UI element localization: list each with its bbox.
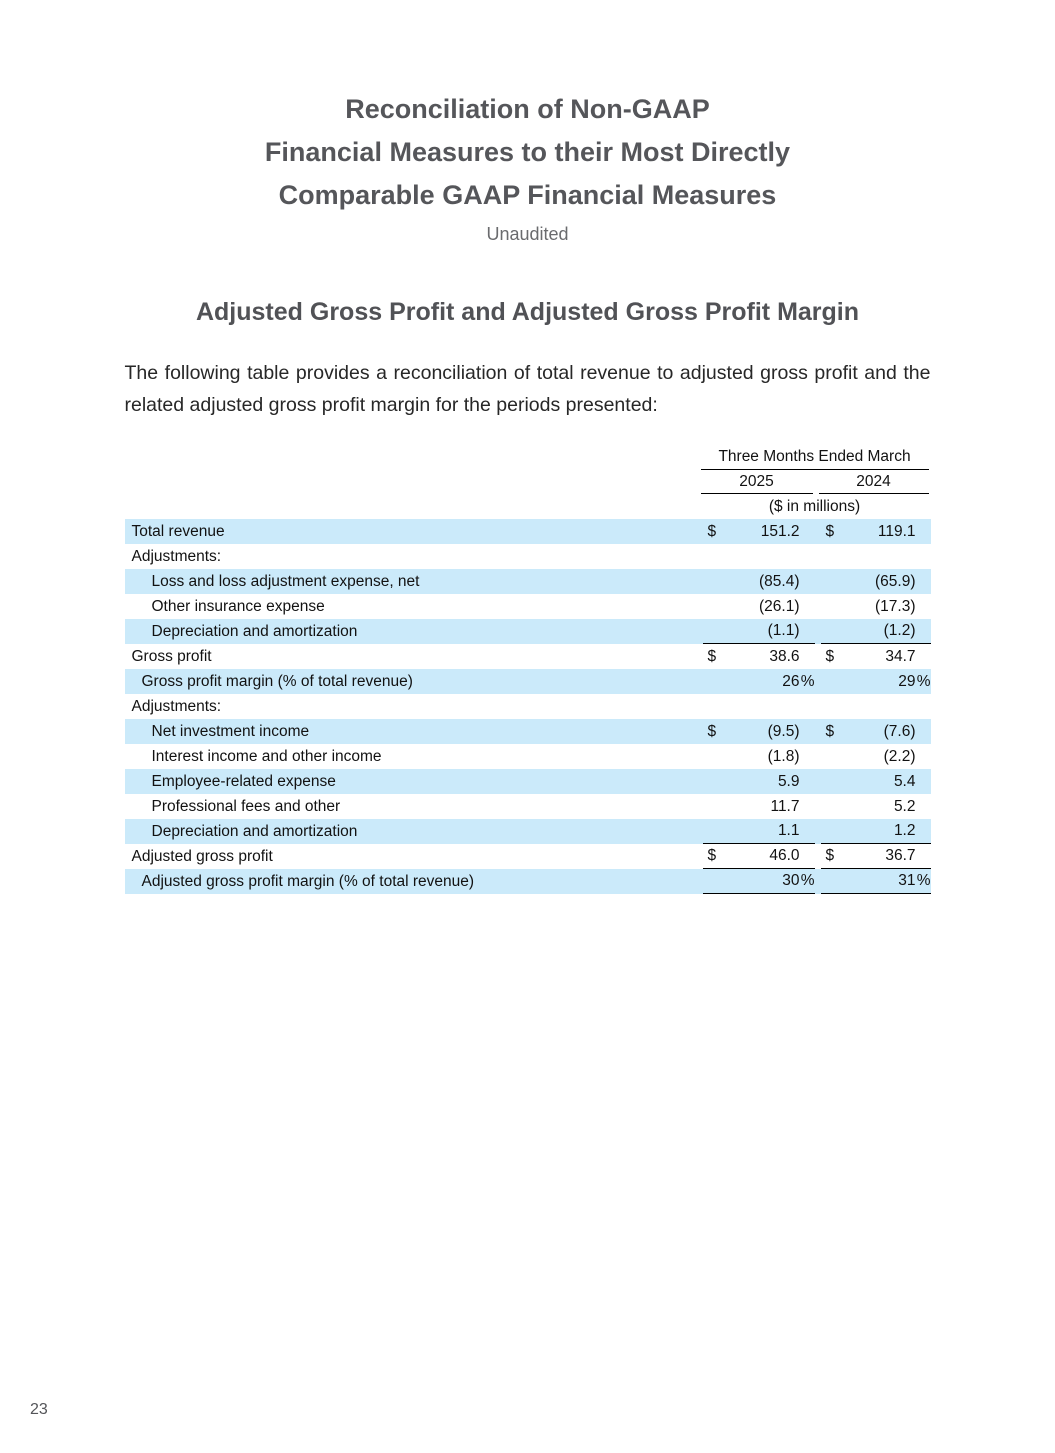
currency-symbol: $	[707, 522, 717, 540]
row-label: Professional fees and other	[151, 797, 341, 815]
table-row	[125, 844, 931, 869]
value-cell-1	[703, 844, 815, 869]
row-label: Adjusted gross profit	[131, 847, 273, 865]
value-cell-2	[821, 519, 931, 544]
year-column-2024: 2024	[819, 471, 929, 494]
value-cell-1	[703, 619, 815, 644]
row-label: Total revenue	[131, 522, 225, 540]
page-number: 23	[30, 1401, 48, 1418]
value-cell-2	[821, 644, 931, 669]
value-cell-2	[821, 594, 931, 619]
value-cell-2	[821, 669, 931, 694]
unaudited-label: Unaudited	[486, 224, 569, 244]
currency-symbol: $	[707, 647, 717, 665]
currency-symbol: $	[707, 847, 717, 864]
row-label: Interest income and other income	[151, 747, 382, 765]
year-header-row	[701, 470, 929, 494]
value: 5.4	[893, 772, 916, 790]
document-title-line-3: Comparable GAAP Financial Measures	[278, 180, 777, 210]
value: (85.4)	[759, 572, 800, 590]
value-cell-1	[703, 794, 815, 819]
value-cell-2	[821, 844, 931, 869]
currency-symbol: $	[825, 722, 835, 740]
value: (17.3)	[875, 597, 916, 615]
value: (1.1)	[767, 622, 800, 639]
row-label: Other insurance expense	[151, 597, 325, 615]
value: 1.1	[777, 822, 800, 839]
value: 119.1	[877, 522, 916, 540]
row-label: Adjustments:	[131, 697, 222, 715]
value-cell-2	[821, 744, 931, 769]
value: 5.2	[893, 797, 916, 815]
currency-symbol: $	[707, 722, 717, 740]
currency-symbol: $	[825, 847, 835, 864]
table-rows	[125, 519, 931, 894]
value: (1.2)	[883, 622, 916, 639]
row-label: Depreciation and amortization	[151, 622, 358, 640]
intro-paragraph: The following table provides a reconciliation of total revenue to adjusted gross profit and the related adjusted gross profit margin for the periods presented:	[124, 362, 931, 416]
value: 34.7	[885, 647, 916, 665]
row-label: Loss and loss adjustment expense, net	[151, 572, 420, 590]
table-row	[125, 519, 931, 544]
value-cell-2	[821, 569, 931, 594]
value: 46.0	[769, 847, 800, 864]
value-cell-1	[703, 669, 815, 694]
value-cell-1	[703, 819, 815, 844]
value-cell-2	[821, 869, 931, 894]
units-note: ($ in millions)	[768, 498, 861, 515]
value-cell-1	[703, 519, 815, 544]
value: 5.9	[777, 772, 800, 790]
value-cell-1	[703, 719, 815, 744]
year-column-2025: 2025	[701, 471, 813, 494]
percent-sign: %	[800, 872, 815, 889]
value-cell-2	[821, 619, 931, 644]
value-cell-1	[703, 569, 815, 594]
table-header	[701, 446, 929, 519]
value-cell-1	[703, 694, 815, 719]
table-row	[125, 719, 931, 744]
table-row	[125, 819, 931, 844]
value: 11.7	[770, 797, 800, 815]
value-cell-1	[703, 544, 815, 569]
value-cell-1	[703, 594, 815, 619]
value: 36.7	[885, 847, 916, 864]
table-row	[125, 544, 931, 569]
row-label: Employee-related expense	[151, 772, 336, 790]
row-label: Depreciation and amortization	[151, 822, 358, 840]
period-header: Three Months Ended March	[701, 446, 929, 470]
currency-symbol: $	[825, 522, 835, 540]
table-row	[125, 569, 931, 594]
percent-sign: %	[916, 872, 931, 889]
value-cell-2	[821, 819, 931, 844]
value: 26	[782, 672, 800, 690]
percent-sign: %	[800, 672, 815, 690]
value: (65.9)	[875, 572, 916, 590]
value-cell-1	[703, 869, 815, 894]
value-cell-2	[821, 794, 931, 819]
row-label: Adjustments:	[131, 547, 222, 565]
percent-sign: %	[916, 672, 931, 690]
row-label: Adjusted gross profit margin (% of total revenue)	[141, 872, 475, 890]
table-row	[125, 594, 931, 619]
table-row	[125, 744, 931, 769]
value-cell-2	[821, 694, 931, 719]
value: 31	[898, 872, 916, 889]
value: 151.2	[760, 522, 800, 540]
value: 29	[898, 672, 916, 690]
table-row	[125, 694, 931, 719]
value: 30	[782, 872, 800, 889]
value-cell-2	[821, 719, 931, 744]
value: 38.6	[769, 647, 800, 665]
value: (26.1)	[759, 597, 800, 615]
value-cell-1	[703, 769, 815, 794]
table-row	[125, 869, 931, 894]
document-title-line-1: Reconciliation of Non-GAAP	[345, 94, 710, 124]
currency-symbol: $	[825, 647, 835, 665]
value-cell-1	[703, 644, 815, 669]
value-cell-1	[703, 744, 815, 769]
value: 1.2	[893, 822, 916, 839]
row-label: Gross profit margin (% of total revenue)	[141, 672, 413, 690]
value-cell-2	[821, 769, 931, 794]
table-row	[125, 769, 931, 794]
value: (2.2)	[883, 747, 916, 765]
document-title	[0, 88, 1055, 217]
value: (7.6)	[883, 722, 916, 740]
reconciliation-table	[125, 446, 931, 894]
row-label: Gross profit	[131, 647, 212, 665]
table-row	[125, 669, 931, 694]
value: (1.8)	[767, 747, 800, 765]
section-heading: Adjusted Gross Profit and Adjusted Gross Profit Margin	[195, 298, 860, 326]
value: (9.5)	[767, 722, 800, 740]
row-label: Net investment income	[151, 722, 310, 740]
document-title-line-2: Financial Measures to their Most Directly	[264, 137, 791, 167]
value-cell-2	[821, 544, 931, 569]
table-row	[125, 619, 931, 644]
table-row	[125, 644, 931, 669]
table-row	[125, 794, 931, 819]
